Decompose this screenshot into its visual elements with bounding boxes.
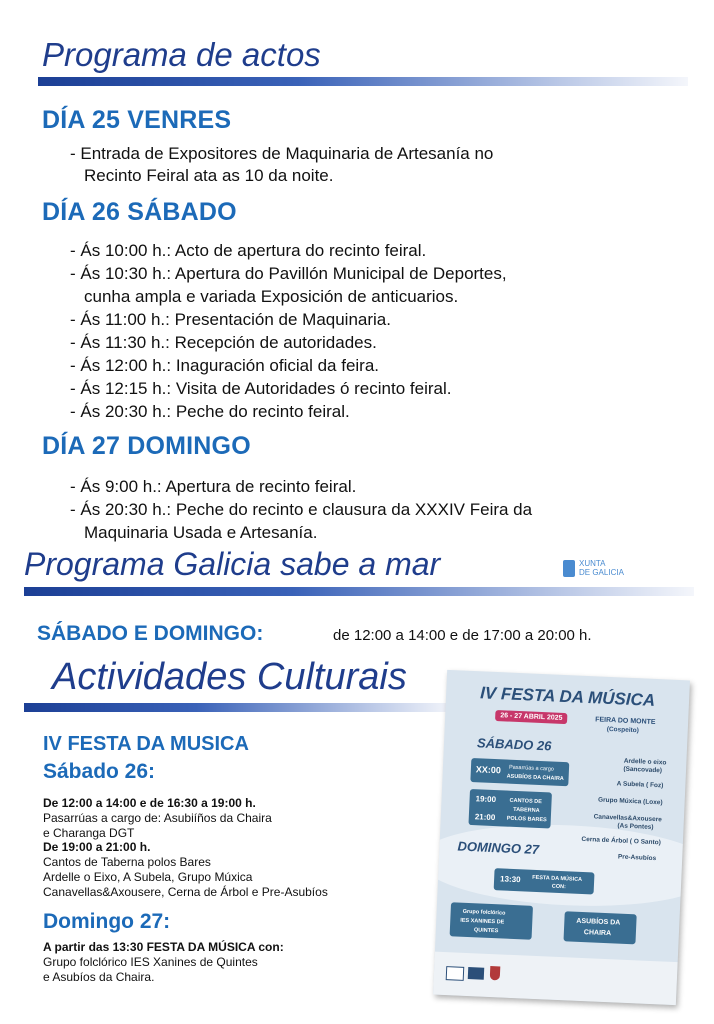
poster-sabado: SÁBADO 26 xyxy=(476,735,552,754)
poster-pill-cantos xyxy=(468,789,551,829)
poster-xx-time: XX:00 xyxy=(475,764,502,776)
poster-grupo1: Grupo folclórico xyxy=(462,908,506,917)
day-26-item: cunha ampla e variada Exposición de anticuarios. xyxy=(84,287,459,306)
poster-domingo: DOMINGO 27 xyxy=(457,838,540,858)
poster-t2: 21:00 xyxy=(474,812,496,823)
poster-pill-grupo xyxy=(450,902,533,940)
poster-pill-asubios xyxy=(563,911,636,944)
sponsor-logo-icon xyxy=(446,966,465,981)
sabado-line: De 19:00 a 21:00 h. xyxy=(43,840,151,854)
poster-group: Ardelle o eixo xyxy=(623,757,667,767)
poster-place-sub: (Cospeito) xyxy=(606,725,640,735)
poster-wave xyxy=(433,819,690,912)
day-26-item: - Ás 12:00 h.: Inaguración oficial da feira. xyxy=(70,356,380,375)
day-26-item: - Ás 10:30 h.: Apertura do Pavillón Municipal de Deportes, xyxy=(70,264,507,283)
poster-asubios1: ASUBÍOS DA xyxy=(576,917,621,927)
poster-group: Grupo Múxica (Loxe) xyxy=(597,796,663,807)
poster-cantos2: TABERNA xyxy=(513,806,540,815)
schedule-value: de 12:00 a 14:00 e de 17:00 a 20:00 h. xyxy=(333,627,592,644)
poster-group: (As Pontes) xyxy=(617,822,654,832)
programa-title: Programa de actos xyxy=(42,36,321,73)
xunta-emblem-icon xyxy=(563,560,575,577)
sponsor-logo-icon xyxy=(468,967,485,980)
day-25-item: - Entrada de Expositores de Maquinaria de Artesanía no xyxy=(70,144,494,163)
xunta-logo-line1: XUNTA xyxy=(579,559,606,568)
poster-pill-domingo xyxy=(494,868,595,894)
poster-group: Canavellas&Axousere xyxy=(593,813,663,824)
xunta-logo xyxy=(563,559,643,581)
poster-group: (Sancovade) xyxy=(623,765,663,775)
day-26-item: - Ás 11:30 h.: Recepción de autoridades. xyxy=(70,333,377,352)
poster-pill-xx xyxy=(470,758,569,786)
sabado-line: De 12:00 a 14:00 e de 16:30 a 19:00 h. xyxy=(43,796,256,810)
poster-place: FEIRA DO MONTE xyxy=(595,716,656,726)
poster-d-text2: CON: xyxy=(551,883,567,891)
culturais-rule xyxy=(24,703,454,712)
domingo-title: Domingo 27: xyxy=(43,910,171,933)
domingo-line: Grupo folclórico IES Xanines de Quintes xyxy=(43,955,258,969)
day-25-item: Recinto Feiral ata as 10 da noite. xyxy=(84,166,334,185)
day-26-item: - Ás 10:00 h.: Acto de apertura do recinto feiral. xyxy=(70,241,427,260)
poster-cantos1: CANTOS DE xyxy=(509,797,542,806)
day-27-title: DÍA 27 DOMINGO xyxy=(42,432,251,460)
poster-dates: 26 - 27 ABRIL 2025 xyxy=(495,710,568,724)
poster-xx-text2: ASUBÍOS DA CHAIRA xyxy=(506,773,564,783)
day-26-item: - Ás 11:00 h.: Presentación de Maquinaria. xyxy=(70,310,391,329)
day-26-title: DÍA 26 SÁBADO xyxy=(42,198,237,226)
galicia-rule xyxy=(24,587,694,596)
day-27-item: - Ás 9:00 h.: Apertura de recinto feiral. xyxy=(70,477,357,496)
poster-title: IV FESTA DA MÚSICA xyxy=(479,683,656,710)
poster-d-time: 13:30 xyxy=(499,874,521,885)
poster-asubios2: CHAIRA xyxy=(583,929,612,938)
day-25-title: DÍA 25 VENRES xyxy=(42,106,232,134)
coat-of-arms-icon xyxy=(490,966,501,980)
poster-xx-text1: Pasarrúas a cargo xyxy=(508,764,555,773)
sabado-line: e Charanga DGT xyxy=(43,826,135,840)
galicia-title: Programa Galicia sabe a mar xyxy=(24,546,441,582)
xunta-logo-line2: DE GALICIA xyxy=(579,568,624,577)
sabado-line: Cantos de Taberna polos Bares xyxy=(43,855,211,869)
day-26-item: - Ás 20:30 h.: Peche do recinto feiral. xyxy=(70,402,350,421)
sabado-title: Sábado 26: xyxy=(43,760,156,783)
programa-rule xyxy=(38,77,688,86)
poster-group: A Subela ( Foz) xyxy=(616,780,664,790)
sabado-line: Canavellas&Axousere, Cerna de Árbol e Pre-Asubíos xyxy=(43,885,328,899)
festa-poster xyxy=(433,670,690,1005)
poster-group: Cerna de Árbol ( O Santo) xyxy=(581,835,662,847)
schedule-label: SÁBADO E DOMINGO: xyxy=(37,622,264,645)
day-26-item: - Ás 12:15 h.: Visita de Autoridades ó recinto feiral. xyxy=(70,379,452,398)
culturais-title: Actividades Culturais xyxy=(52,656,407,698)
day-27-item: Maquinaria Usada e Artesanía. xyxy=(84,523,318,542)
festa-title: IV FESTA DA MUSICA xyxy=(43,733,249,755)
poster-group: Pre-Asubíos xyxy=(617,853,657,863)
poster-grupo2: IES XANINES DE xyxy=(460,917,505,926)
poster-cantos3: POLOS BARES xyxy=(506,815,547,824)
poster-d-text1: FESTA DA MÚSICA xyxy=(532,874,583,883)
sabado-line: Ardelle o Eixo, A Subela, Grupo Múxica xyxy=(43,870,253,884)
sabado-line: Pasarrúas a cargo de: Asubiíños da Chaira xyxy=(43,811,272,825)
poster-grupo3: QUINTES xyxy=(473,927,499,935)
domingo-line: e Asubíos da Chaira. xyxy=(43,970,155,984)
poster-t1: 19:00 xyxy=(475,794,497,805)
day-27-item: - Ás 20:30 h.: Peche do recinto e clausura da XXXIV Feira da xyxy=(70,500,533,519)
domingo-line: A partir das 13:30 FESTA DA MÚSICA con: xyxy=(43,940,284,954)
